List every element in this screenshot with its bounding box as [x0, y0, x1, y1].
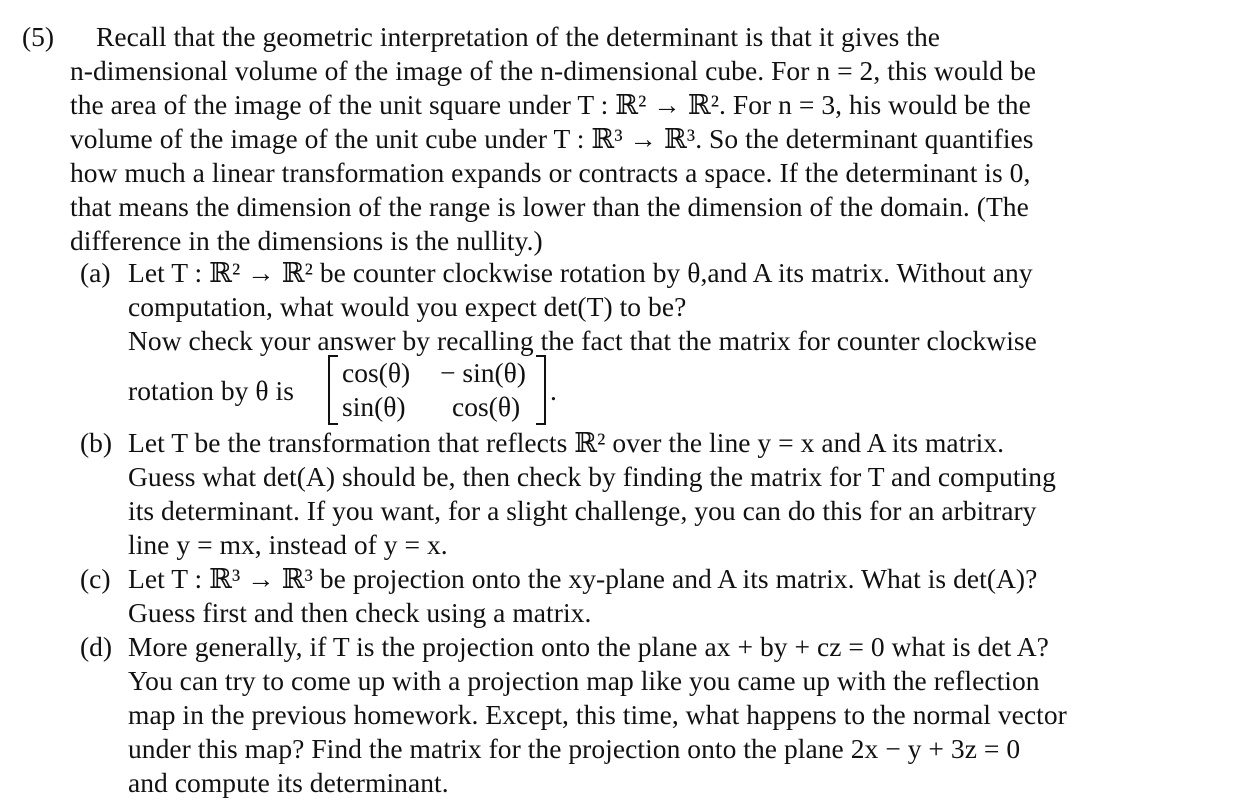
- part-label-b: (b): [80, 427, 113, 458]
- matrix-period: .: [550, 375, 557, 406]
- part-b-line: Let T be the transformation that reflects ℝ² over the line y = x and A its matrix.: [128, 427, 1005, 458]
- matrix-left-bracket: [328, 355, 338, 425]
- matrix-right-bracket: [536, 355, 546, 425]
- matrix-entry-21: sin(θ): [342, 391, 406, 422]
- part-d-line: map in the previous homework. Except, this time, what happens to the normal vector: [128, 699, 1067, 730]
- part-b-line: its determinant. If you want, for a slight challenge, you can do this for an arbitrary: [128, 495, 1037, 526]
- intro-line: difference in the dimensions is the nullity.): [70, 225, 543, 256]
- problem-number: (5): [22, 21, 55, 52]
- part-d-line: More generally, if T is the projection onto the plane ax + by + cz = 0 what is det A?: [128, 631, 1049, 662]
- intro-line: how much a linear transformation expands or contracts a space. If the determinant is 0,: [70, 157, 1031, 188]
- part-d-line: under this map? Find the matrix for the projection onto the plane 2x − y + 3z = 0: [128, 733, 1021, 764]
- part-label-a: (a): [80, 257, 111, 288]
- part-label-d: (d): [80, 631, 113, 662]
- intro-line: volume of the image of the unit cube under T : ℝ³ → ℝ³. So the determinant quantifies: [70, 123, 1034, 154]
- part-c-line: Guess first and then check using a matrix.: [128, 597, 592, 628]
- intro-line: n-dimensional volume of the image of the n-dimensional cube. For n = 2, this would be: [70, 55, 1037, 86]
- intro-line: Recall that the geometric interpretation of the determinant is that it gives the: [96, 21, 940, 52]
- part-a-line: computation, what would you expect det(T) to be?: [128, 291, 687, 322]
- part-d-line: You can try to come up with a projection map like you came up with the reflection: [128, 665, 1040, 696]
- part-c-line: Let T : ℝ³ → ℝ³ be projection onto the xy-plane and A its matrix. What is det(A)?: [128, 563, 1038, 594]
- matrix-entry-11: cos(θ): [342, 357, 411, 388]
- matrix-entry-22: cos(θ): [452, 391, 521, 422]
- intro-line: the area of the image of the unit square under T : ℝ² → ℝ². For n = 3, his would be the: [70, 89, 1031, 120]
- part-a-line: Let T : ℝ² → ℝ² be counter clockwise rotation by θ,and A its matrix. Without any: [128, 257, 1033, 288]
- matrix-entry-12: − sin(θ): [440, 357, 526, 388]
- part-d-line: and compute its determinant.: [128, 767, 449, 798]
- part-a-matrix-lead: rotation by θ is: [128, 375, 294, 406]
- part-label-c: (c): [80, 563, 111, 594]
- rotation-matrix: [328, 355, 546, 427]
- part-a-line: Now check your answer by recalling the fact that the matrix for counter clockwise: [128, 325, 1037, 356]
- part-b-line: Guess what det(A) should be, then check by finding the matrix for T and computing: [128, 461, 1056, 492]
- intro-line: that means the dimension of the range is lower than the dimension of the domain. (The: [70, 191, 1029, 222]
- part-b-line: line y = mx, instead of y = x.: [128, 529, 448, 560]
